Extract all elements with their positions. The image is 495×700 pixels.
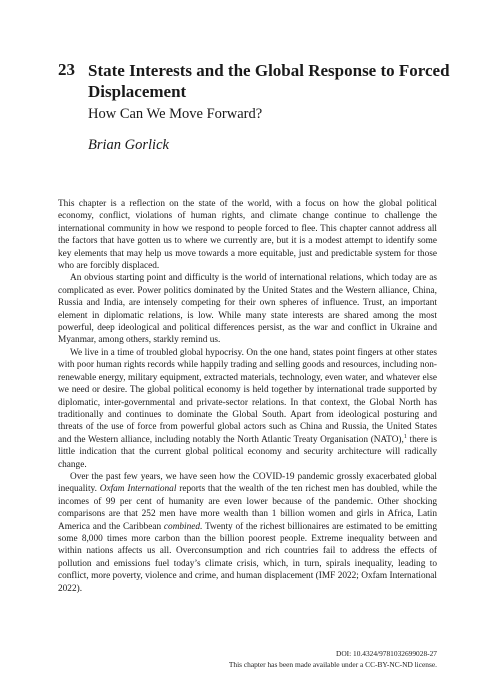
- paragraph-4: [58, 471, 437, 595]
- page-footer: [137, 649, 437, 670]
- paragraph-3: [58, 347, 437, 471]
- paragraph-3-text-a: We live in a time of troubled global hypocrisy. On the one hand, states point fingers at other states with poor human rights records while happily trading and selling goods and resources, including non-renewable energy, military equipment, extracted materials, technology, even water, and whatever else we need or desire. The global political economy is held together by international trade supported by diplomatic, inter-governmental and private-sector relations. In that context, the Global North has traditionally and continues to dominate the Global South. Apart from ideological posturing and threats of the use of force from powerful global actors such as China and Russia, the United States and the Western alliance, including notably the North Atlantic Treaty Organisation (NATO),: [58, 347, 437, 445]
- paragraph-4-text-a: Over the past few years, we have seen how the COVID-19 pandemic grossly exacerbated global inequality.: [58, 471, 437, 495]
- chapter-title: State Interests and the Global Response to Forced Displacement: [88, 61, 450, 101]
- chapter-subtitle: How Can We Move Forward?: [88, 106, 263, 122]
- body-text: [58, 198, 437, 595]
- license-text: This chapter has been made available under a CC-BY-NC-ND license.: [228, 659, 437, 669]
- paragraph-4-text-c: Twenty of the richest billionaires are estimated to be emitting some 8,000 times more carbon than the billion poorest people. Extreme inequality between and within nations affects us all. Overconsumption and rich countries fail to address the effects of pollution and emissions fuel today’s climate crisis, which, in turn, spirals inequality, leading to conflict, more poverty, violence and crime, and human displacement (IMF 2022; Oxfam International 2022).: [58, 521, 437, 594]
- paragraph-2: An obvious starting point and difficulty is the world of international relations, which today are as complicated as ever. Power politics dominated by the United States and the Western alliance, China, Russia and India, are intensely competing for their own spheres of influence. Trust, an important element in diplomatic relations, is low. While many state interests are shared among the most powerful, deep ideological and political differences persist, as the war and conflict in Ukraine and Myanmar, among others, starkly remind us.: [58, 273, 437, 346]
- chapter-author: Brian Gorlick: [88, 137, 169, 153]
- paragraph-4-emphasis-oxfam: Oxfam International: [99, 484, 177, 495]
- paragraph-4-text-b: reports that the wealth of the ten richest men has doubled, while the incomes of 99 per cent of humanity are even lower because of the pandemic. Other shocking comparisons are that 252 men have more wealth than 1 billion women and girls in Africa, Latin America and the Caribbean: [58, 484, 437, 532]
- doi-text[interactable]: DOI: 10.4324/9781032699028-27: [335, 649, 437, 658]
- paragraph-1: This chapter is a reflection on the state of the world, with a focus on how the global political economy, conflict, violations of human rights, and climate change continue to challenge the international community in how we respond to people forced to flee. This chapter cannot address all the factors that have gotten us to where we currently are, but it is a modest attempt to identify some key elements that may help us move towards a more equitable, just and predictable system for those who are forcibly displaced.: [58, 199, 437, 272]
- paragraph-3-text-b: there is little indication that the current global political economy and security architecture will radically change.: [58, 434, 437, 470]
- paragraph-4-emphasis-combined: combined.: [163, 521, 203, 532]
- footnote-ref-1[interactable]: 1: [403, 433, 407, 440]
- chapter-number: 23: [58, 60, 75, 79]
